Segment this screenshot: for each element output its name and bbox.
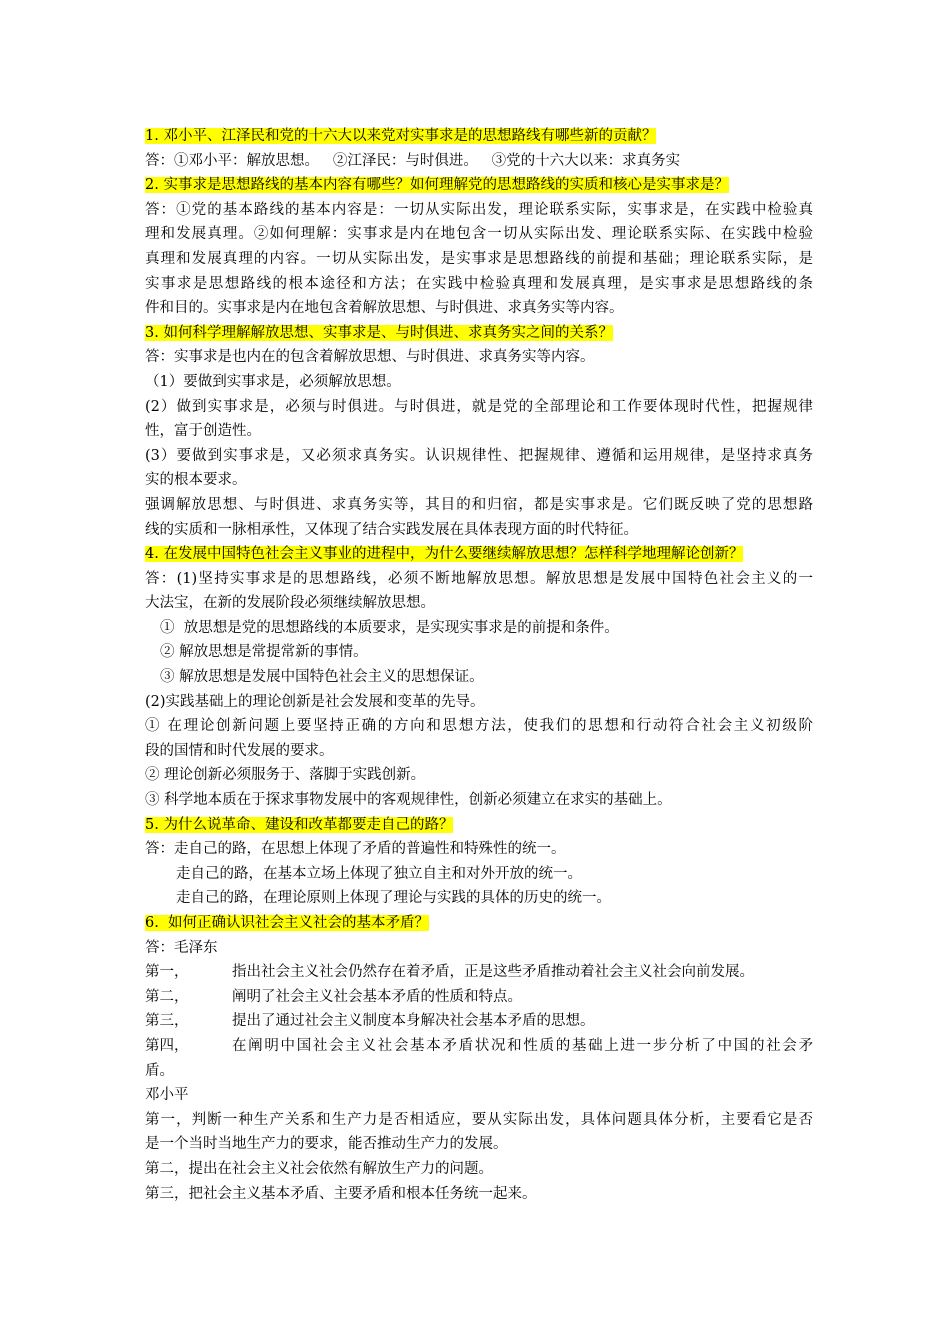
question-5-answer-3: 走自己的路，在理论原则上体现了理论与实践的具体的历史的统一。 [176, 890, 611, 907]
question-2-answer-line: 答：①党的基本路线的基本内容是：一切从实际出发，理论联系实际，实事求是，在实践中检验真 [145, 201, 813, 218]
document-body [145, 124, 813, 1206]
question-3-point-3-cont: 实的根本要求。 [145, 472, 247, 489]
question-3-summary-cont: 线的实质和一脉相承性，又体现了结合实践发展在具体表现方面的时代特征。 [145, 521, 638, 538]
mao-point-text: 指出社会主义社会仍然存在着矛盾，正是这些矛盾推动着社会主义社会向前发展。 [232, 964, 754, 981]
question-4-theory-1: ① 在理论创新问题上要坚持正确的方向和思想方法，使我们的思想和行动符合社会主义初级阶 [145, 718, 813, 735]
question-3-point-1: （1）要做到实事求是，必须解放思想。 [145, 373, 401, 390]
mao-point-label: 第一， [145, 964, 189, 981]
question-2-answer-line: 真理和发展真理的内容。一切从实际出发，是实事求是思想路线的前提和基础；理论联系实际，是 [145, 250, 813, 267]
mao-point-text: 在阐明中国社会主义社会基本矛盾状况和性质的基础上进一步分析了中国的社会矛 [232, 1037, 813, 1054]
mao-point [145, 1034, 813, 1059]
question-2-answer-line: 件和目的。实事求是内在地包含着解放思想、与时俱进、求真务实等内容。 [145, 300, 624, 317]
deng-point-1: 第一，判断一种生产关系和生产力是否相适应，要从实际出发，具体问题具体分析，主要看它是否 [145, 1111, 813, 1128]
question-3-point-2-cont: 性，富于创造性。 [145, 423, 261, 440]
question-3-point-3: (3）要做到实事求是，又必须求真务实。认识规律性、把握规律、遵循和运用规律，是坚持求真务 [145, 447, 813, 464]
deng-point-2: 第二，提出在社会主义社会依然有解放生产力的问题。 [145, 1160, 493, 1177]
mao-point [145, 985, 813, 1010]
deng-head: 邓小平 [145, 1087, 189, 1104]
question-2-answer-line: 理和发展真理。②如何理解：实事求是内在地包含一切从实际出发、理论联系实际、在实践中检验 [145, 226, 813, 243]
question-3-title: 3. 如何科学理解解放思想、实事求是、与时俱进、求真务实之间的关系？ [145, 324, 613, 341]
question-4-answer-2: (2)实践基础上的理论创新是社会发展和变革的先导。 [145, 693, 485, 710]
question-1-answer: 答：①邓小平：解放思想。 ②江泽民：与时俱进。 ③党的十六大以来：求真务实 [145, 152, 681, 169]
question-4-sub-1: ① 放思想是党的思想路线的本质要求，是实现实事求是的前提和条件。 [160, 619, 619, 636]
mao-point-tail: 盾。 [145, 1062, 174, 1079]
question-4-theory-2: ② 理论创新必须服务于、落脚于实践创新。 [145, 767, 426, 784]
mao-point-label: 第二， [145, 988, 189, 1005]
question-3-point-2: (2）做到实事求是，必须与时俱进。与时俱进，就是党的全部理论和工作要体现时代性，把握规律 [145, 398, 813, 415]
question-3-answer-intro: 答：实事求是也内在的包含着解放思想、与时俱进、求真务实等内容。 [145, 349, 595, 366]
question-5-answer-2: 走自己的路，在基本立场上体现了独立自主和对外开放的统一。 [176, 865, 582, 882]
question-4-answer-1: 答：(1)坚持实事求是的思想路线，必须不断地解放思想。解放思想是发展中国特色社会主义的一 [145, 570, 813, 587]
question-4-theory-3: ③ 科学地本质在于探求事物发展中的客观规律性，创新必须建立在求实的基础上。 [145, 792, 672, 809]
question-4-theory-1-cont: 段的国情和时代发展的要求。 [145, 742, 334, 759]
deng-point-3: 第三，把社会主义基本矛盾、主要矛盾和根本任务统一起来。 [145, 1185, 537, 1202]
question-4-sub-2: ② 解放思想是常提常新的事情。 [160, 644, 368, 661]
question-4-title: 4. 在发展中国特色社会主义事业的进程中，为什么要继续解放思想？怎样科学地理解论创新？ [145, 546, 744, 563]
mao-point-label: 第四， [145, 1037, 189, 1054]
question-4-answer-1-cont: 大法宝，在新的发展阶段必须继续解放思想。 [145, 595, 435, 612]
question-6-answer-head: 答：毛泽东 [145, 939, 218, 956]
question-5-title: 5. 为什么说革命、建设和改革都要走自己的路？ [145, 816, 454, 833]
mao-point-text: 阐明了社会主义社会基本矛盾的性质和特点。 [232, 988, 522, 1005]
deng-point-1-cont: 是一个当时当地生产力的要求，能否推动生产力的发展。 [145, 1136, 508, 1153]
question-5-answer-1: 答：走自己的路，在思想上体现了矛盾的普遍性和特殊性的统一。 [145, 841, 566, 858]
mao-point [145, 960, 813, 985]
mao-point [145, 1009, 813, 1034]
question-2-title: 2. 实事求是思想路线的基本内容有哪些？如何理解党的思想路线的实质和核心是实事求是？ [145, 177, 729, 194]
mao-point-text: 提出了通过社会主义制度本身解决社会基本矛盾的思想。 [232, 1013, 595, 1030]
question-1-title: 1. 邓小平、江泽民和党的十六大以来党对实事求是的思想路线有哪些新的贡献？ [145, 128, 657, 144]
question-3-summary: 强调解放思想、与时俱进、求真务实等，其目的和归宿，都是实事求是。它们既反映了党的思想路 [145, 496, 813, 513]
question-2-answer-line: 实事求是思想路线的根本途径和方法；在实践中检验真理和发展真理，是实事求是思想路线的条 [145, 275, 813, 292]
mao-point-label: 第三， [145, 1013, 189, 1030]
question-4-sub-3: ③ 解放思想是发展中国特色社会主义的思想保证。 [160, 669, 484, 686]
question-6-title: 6. 如何正确认识社会主义社会的基本矛盾？ [145, 915, 430, 931]
